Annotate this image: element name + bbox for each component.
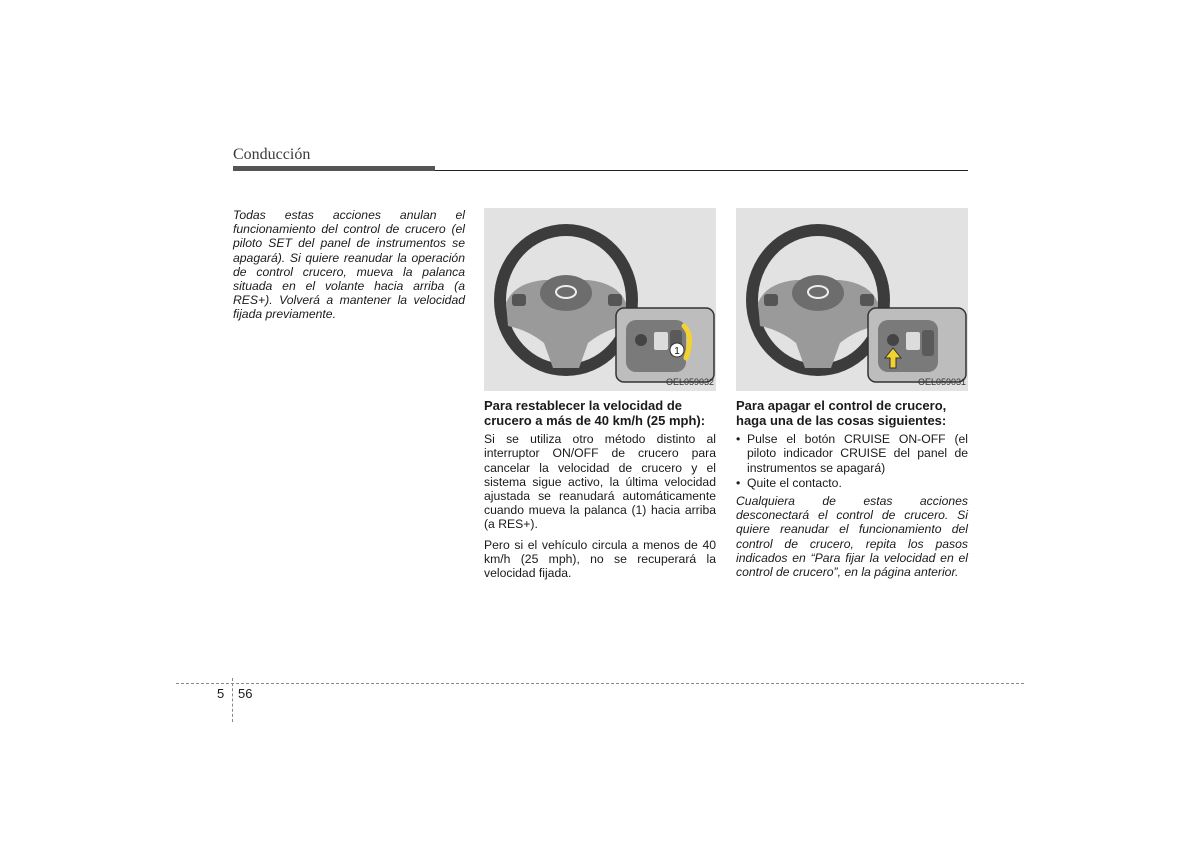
- column-2: [484, 208, 716, 586]
- intro-paragraph: Todas estas acciones anulan el funcionamiento del control de crucero (el piloto SET del panel de instrumentos se apagará). Si quiere reanudar la operación de control crucero, mueva la palanca situada en el volante hacia arriba (a RES+). Volverá a mantener la velocidad fijada previamente.: [233, 208, 465, 322]
- figure-code: OEL059031: [917, 376, 966, 387]
- footer-rule: [176, 683, 1024, 684]
- chapter-number: 5: [217, 686, 225, 701]
- resume-paragraph-1: Si se utiliza otro método distinto al interruptor ON/OFF de crucero para cancelar la velocidad de crucero y el sistema sigue activo, la última velocidad ajustada se reanudará automáticamente cuando mueva la palanca (1) hacia arriba (a RES+).: [484, 432, 716, 532]
- figure-steering-wheel-off: [736, 208, 968, 391]
- figure-steering-wheel-resume: [484, 208, 716, 391]
- off-paragraph: Cualquiera de estas acciones desconectará el control de crucero. Si quiere reanudar el funcionamiento del control de crucero, repita los pasos indicados en “Para fijar la velocidad en el control de crucero”, en la página anterior.: [736, 494, 968, 580]
- figure-code: OEL059032: [665, 376, 714, 387]
- column-1: [233, 208, 465, 328]
- column-3: [736, 208, 968, 585]
- steering-wheel-illustration: [736, 208, 968, 391]
- page-number: 56: [238, 686, 253, 701]
- steering-wheel-illustration: [484, 208, 716, 391]
- list-item: • Pulse el botón CRUISE ON-OFF (el piloto indicador CRUISE del panel de instrumentos se apagará): [736, 432, 968, 475]
- header-rule-accent: [233, 166, 435, 171]
- footer-divider: [232, 678, 233, 722]
- list-item: • Quite el contacto.: [736, 476, 968, 490]
- bullet-list: [736, 432, 968, 490]
- callout-number: 1: [674, 346, 680, 357]
- section-title: Conducción: [233, 146, 311, 163]
- section-heading-resume: Para restablecer la velocidad de crucero a más de 40 km/h (25 mph):: [484, 398, 706, 428]
- section-heading-off: Para apagar el control de crucero, haga una de las cosas siguientes:: [736, 398, 947, 428]
- resume-paragraph-2: Pero si el vehículo circula a menos de 40 km/h (25 mph), no se recuperará la velocidad fijada.: [484, 537, 716, 581]
